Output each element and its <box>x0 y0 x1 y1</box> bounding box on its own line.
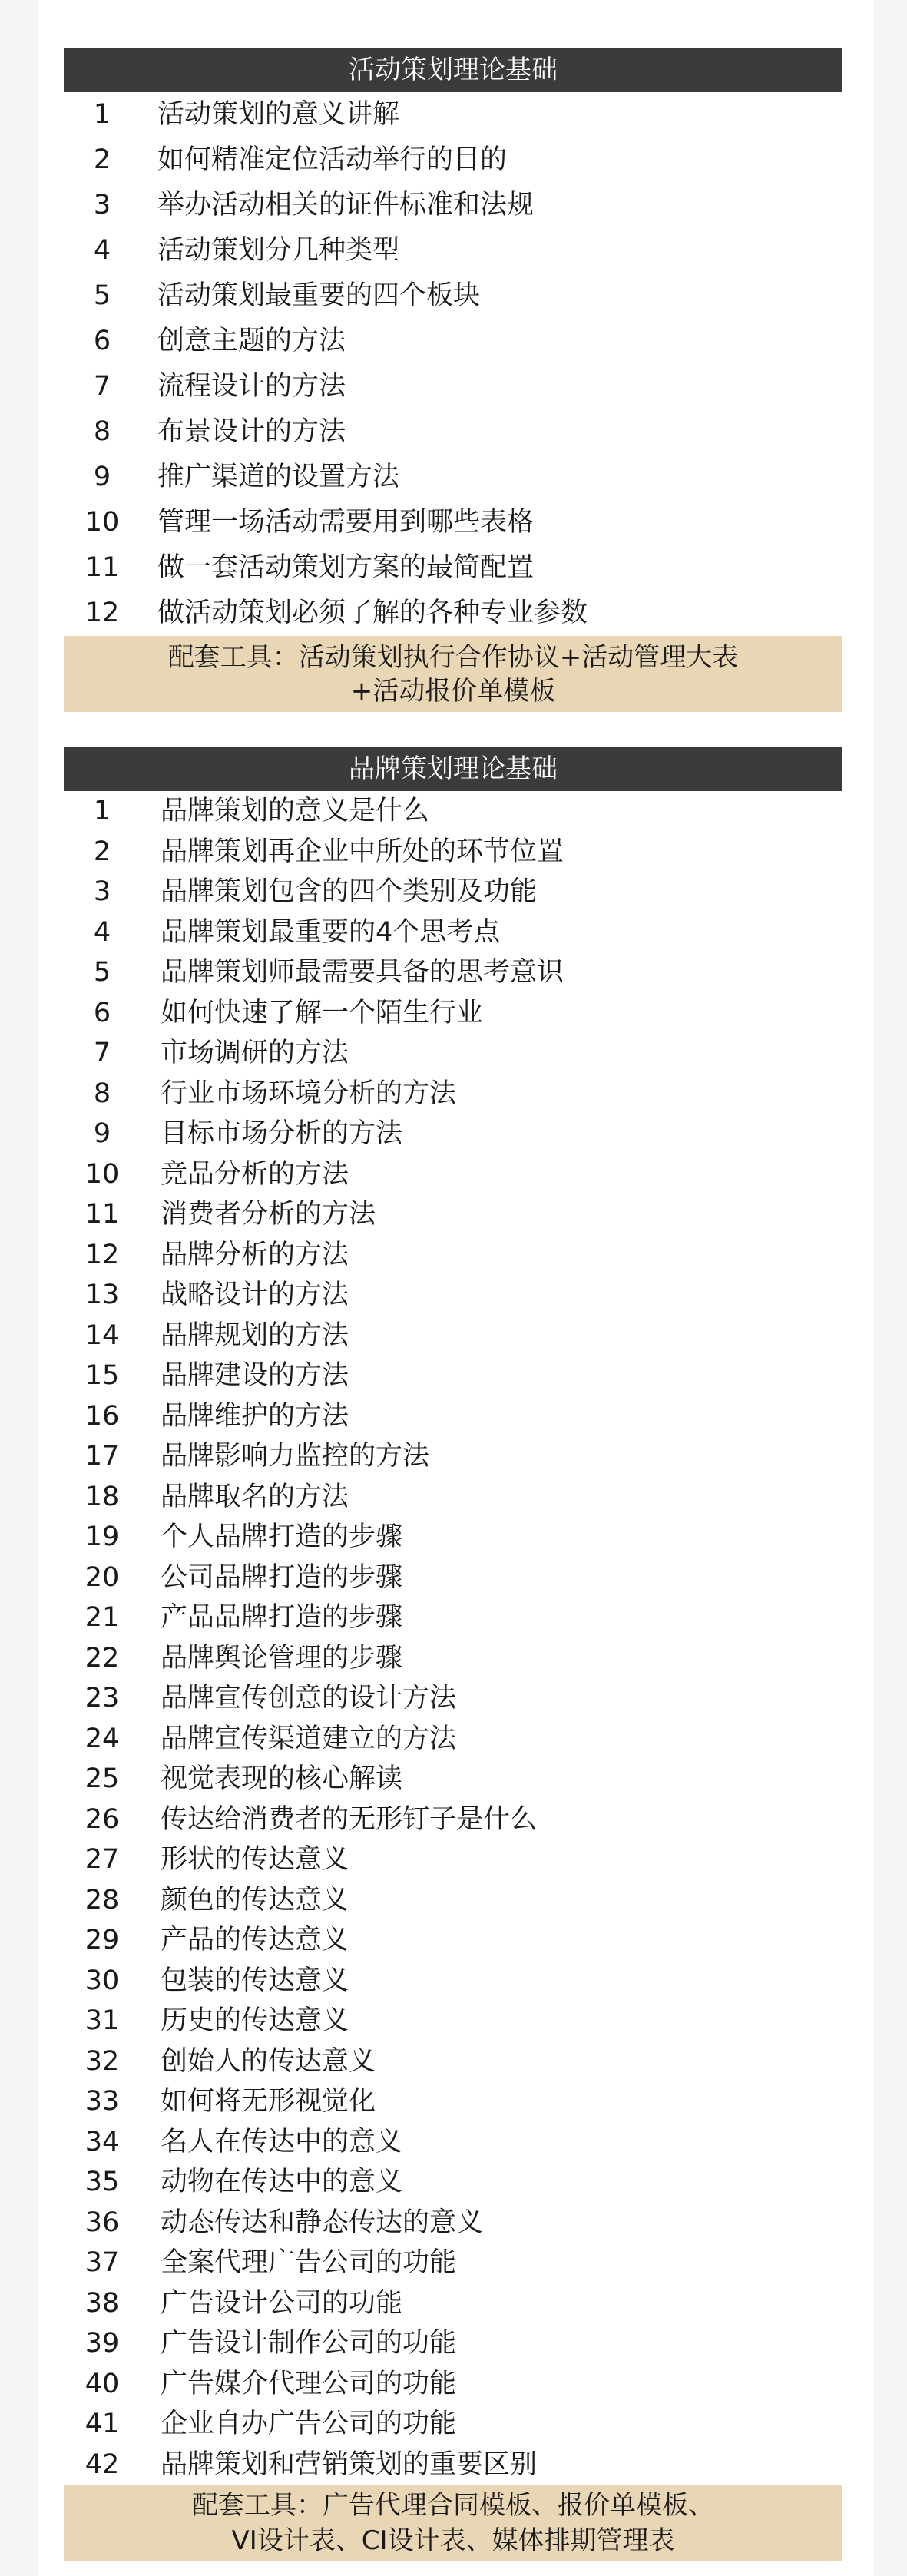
item-text: 品牌影响力监控的方法 <box>161 1441 430 1472</box>
list-item <box>64 1678 842 1719</box>
item-text: 品牌宣传创意的设计方法 <box>161 1683 457 1713</box>
list-item <box>64 2283 842 2324</box>
item-number: 27 <box>84 1844 120 1875</box>
item-number: 4 <box>93 235 111 266</box>
item-text: 品牌策划师最需要具备的思考意识 <box>161 957 564 988</box>
item-text: 品牌策划的意义是什么 <box>161 796 430 826</box>
item-text: 全案代理广告公司的功能 <box>161 2247 457 2278</box>
list-item <box>64 1638 842 1679</box>
item-number: 29 <box>84 1925 120 1955</box>
item-text: 流程设计的方法 <box>157 371 346 402</box>
item-text: 个人品牌打造的步骤 <box>161 1521 403 1552</box>
item-number: 2 <box>93 836 111 867</box>
item-number: 12 <box>84 598 120 628</box>
item-number: 26 <box>84 1803 120 1835</box>
item-text: 活动策划的意义讲解 <box>157 99 400 130</box>
item-text: 活动策划最重要的四个板块 <box>157 280 481 311</box>
item-text: 公司品牌打造的步骤 <box>161 1561 403 1593</box>
item-text: 广告媒介代理公司的功能 <box>161 2368 457 2399</box>
item-text: 品牌取名的方法 <box>161 1481 349 1512</box>
list-item <box>64 1235 842 1276</box>
activity-tools-line-2: +活动报价单模板 <box>350 675 556 707</box>
item-number: 6 <box>93 997 111 1028</box>
list-item <box>64 791 842 832</box>
item-number: 10 <box>84 507 120 538</box>
brand-section <box>64 747 842 2561</box>
list-item <box>64 1880 842 1921</box>
item-text: 如何将无形视觉化 <box>161 2086 376 2117</box>
item-number: 5 <box>93 280 111 311</box>
list-item <box>64 1194 842 1235</box>
list-item <box>64 2001 842 2041</box>
brand-section-title: 品牌策划理论基础 <box>64 747 842 791</box>
item-number: 4 <box>93 916 111 948</box>
item-number: 25 <box>84 1763 120 1794</box>
list-item <box>64 455 842 500</box>
item-text: 品牌策划再企业中所处的环节位置 <box>161 836 564 867</box>
list-item <box>64 1396 842 1437</box>
list-item <box>64 1356 842 1396</box>
item-text: 活动策划分几种类型 <box>157 235 400 266</box>
item-text: 行业市场环境分析的方法 <box>161 1078 457 1109</box>
item-text: 动态传达和静态传达的意义 <box>161 2207 484 2238</box>
brand-tools-box <box>64 2485 842 2561</box>
item-number: 15 <box>84 1360 120 1391</box>
item-text: 举办活动相关的证件标准和法规 <box>157 190 535 220</box>
item-number: 6 <box>93 326 111 356</box>
item-text: 市场调研的方法 <box>161 1038 349 1068</box>
item-number: 20 <box>84 1561 120 1593</box>
list-item <box>64 2041 842 2082</box>
item-number: 30 <box>84 1965 120 1996</box>
item-number: 9 <box>93 1118 111 1149</box>
item-number: 34 <box>84 2126 120 2157</box>
list-item <box>64 409 842 455</box>
list-item <box>64 1114 842 1154</box>
brand-tools-line-1: 配套工具：广告代理合同模板、报价单模板、 <box>192 2490 714 2521</box>
item-number: 33 <box>84 2086 120 2117</box>
item-text: 视觉表现的核心解读 <box>161 1763 403 1794</box>
item-number: 1 <box>93 99 111 130</box>
item-text: 品牌分析的方法 <box>161 1239 349 1270</box>
item-number: 41 <box>84 2409 120 2439</box>
item-number: 12 <box>84 1239 120 1270</box>
item-text: 颜色的传达意义 <box>161 1884 349 1915</box>
item-number: 31 <box>84 2005 120 2036</box>
item-number: 22 <box>84 1642 120 1674</box>
item-number: 28 <box>84 1884 120 1915</box>
list-item <box>64 1719 842 1760</box>
item-number: 8 <box>93 1078 111 1109</box>
activity-section-title: 活动策划理论基础 <box>64 48 842 92</box>
list-item <box>64 1154 842 1195</box>
activity-tools-box <box>64 636 842 712</box>
item-text: 做一套活动策划方案的最简配置 <box>157 552 535 583</box>
item-text: 形状的传达意义 <box>161 1844 349 1875</box>
item-number: 36 <box>84 2207 120 2238</box>
list-item <box>64 1800 842 1840</box>
item-number: 24 <box>84 1723 120 1754</box>
item-number: 32 <box>84 2045 120 2077</box>
item-number: 40 <box>84 2368 120 2399</box>
list-item <box>64 137 842 183</box>
list-item <box>64 364 842 409</box>
item-number: 5 <box>93 957 111 988</box>
list-item <box>64 1316 842 1356</box>
item-text: 传达给消费者的无形钉子是什么 <box>161 1803 538 1835</box>
activity-tools-line-1: 配套工具：活动策划执行合作协议+活动管理大表 <box>167 641 739 673</box>
item-text: 产品品牌打造的步骤 <box>161 1602 403 1633</box>
brand-list <box>64 791 842 2485</box>
list-item <box>64 1033 842 1074</box>
item-text: 产品的传达意义 <box>161 1925 349 1955</box>
item-number: 38 <box>84 2287 120 2319</box>
list-item <box>64 183 842 228</box>
item-text: 品牌宣传渠道建立的方法 <box>161 1723 457 1754</box>
list-item <box>64 2445 842 2485</box>
item-number: 42 <box>84 2449 120 2480</box>
list-item <box>64 2323 842 2364</box>
item-text: 历史的传达意义 <box>161 2005 349 2036</box>
item-text: 战略设计的方法 <box>161 1280 349 1310</box>
list-item <box>64 319 842 364</box>
item-number: 10 <box>84 1158 120 1190</box>
item-number: 7 <box>93 1038 111 1068</box>
item-number: 21 <box>84 1602 120 1633</box>
item-text: 做活动策划必须了解的各种专业参数 <box>157 598 588 628</box>
item-text: 品牌策划和营销策划的重要区别 <box>161 2449 538 2480</box>
list-item <box>64 1961 842 2002</box>
item-number: 37 <box>84 2247 120 2278</box>
item-text: 如何快速了解一个陌生行业 <box>161 997 484 1028</box>
list-item <box>64 2081 842 2122</box>
item-text: 品牌维护的方法 <box>161 1400 349 1432</box>
activity-list <box>64 92 842 636</box>
item-text: 品牌策划包含的四个类别及功能 <box>161 876 538 907</box>
list-item <box>64 1477 842 1518</box>
item-text: 动物在传达中的意义 <box>161 2167 403 2197</box>
list-item <box>64 1839 842 1880</box>
list-item <box>64 832 842 872</box>
item-text: 广告设计公司的功能 <box>161 2287 403 2319</box>
item-text: 目标市场分析的方法 <box>161 1118 403 1149</box>
item-number: 7 <box>93 371 111 402</box>
item-number: 35 <box>84 2167 120 2197</box>
list-item <box>64 228 842 273</box>
list-item <box>64 273 842 319</box>
item-text: 品牌规划的方法 <box>161 1319 349 1351</box>
list-item <box>64 872 842 912</box>
list-item <box>64 2243 842 2283</box>
list-item <box>64 500 842 545</box>
list-item <box>64 1598 842 1638</box>
item-number: 8 <box>93 416 111 447</box>
item-number: 11 <box>84 1199 120 1230</box>
activity-section <box>64 48 842 712</box>
item-text: 管理一场活动需要用到哪些表格 <box>157 507 535 538</box>
list-item <box>64 2404 842 2445</box>
item-number: 9 <box>93 462 111 492</box>
item-number: 3 <box>93 876 111 907</box>
list-item <box>64 2122 842 2163</box>
list-item <box>64 591 842 636</box>
item-text: 推广渠道的设置方法 <box>157 462 400 492</box>
item-number: 18 <box>84 1481 120 1512</box>
item-number: 11 <box>84 552 120 583</box>
list-item <box>64 92 842 137</box>
list-item <box>64 545 842 591</box>
list-item <box>64 2364 842 2405</box>
item-text: 品牌建设的方法 <box>161 1360 349 1391</box>
item-number: 39 <box>84 2328 120 2359</box>
list-item <box>64 1920 842 1961</box>
item-text: 如何精准定位活动举行的目的 <box>157 144 508 175</box>
item-text: 企业自办广告公司的功能 <box>161 2409 457 2439</box>
item-text: 布景设计的方法 <box>157 416 346 447</box>
list-item <box>64 1074 842 1114</box>
list-item <box>64 1517 842 1558</box>
item-number: 13 <box>84 1280 120 1310</box>
list-item <box>64 1558 842 1598</box>
list-item <box>64 993 842 1034</box>
item-number: 14 <box>84 1319 120 1351</box>
list-item <box>64 952 842 993</box>
item-text: 创意主题的方法 <box>157 326 346 356</box>
item-number: 3 <box>93 190 111 220</box>
list-item <box>64 1759 842 1800</box>
item-number: 23 <box>84 1683 120 1713</box>
item-number: 1 <box>93 796 111 826</box>
item-number: 17 <box>84 1441 120 1472</box>
item-text: 名人在传达中的意义 <box>161 2126 403 2157</box>
item-text: 消费者分析的方法 <box>161 1199 376 1230</box>
item-text: 品牌策划最重要的4个思考点 <box>161 916 501 948</box>
list-item <box>64 1275 842 1316</box>
list-item <box>64 1436 842 1477</box>
item-number: 2 <box>93 144 111 175</box>
item-text: 包装的传达意义 <box>161 1965 349 1996</box>
brand-tools-line-2: VI设计表、CI设计表、媒体排期管理表 <box>231 2525 675 2556</box>
item-number: 19 <box>84 1521 120 1552</box>
item-text: 竞品分析的方法 <box>161 1158 349 1190</box>
item-number: 16 <box>84 1400 120 1432</box>
list-item <box>64 2162 842 2203</box>
list-item <box>64 2203 842 2243</box>
item-text: 创始人的传达意义 <box>161 2045 376 2077</box>
list-item <box>64 912 842 953</box>
item-text: 品牌舆论管理的步骤 <box>161 1642 403 1674</box>
item-text: 广告设计制作公司的功能 <box>161 2328 457 2359</box>
